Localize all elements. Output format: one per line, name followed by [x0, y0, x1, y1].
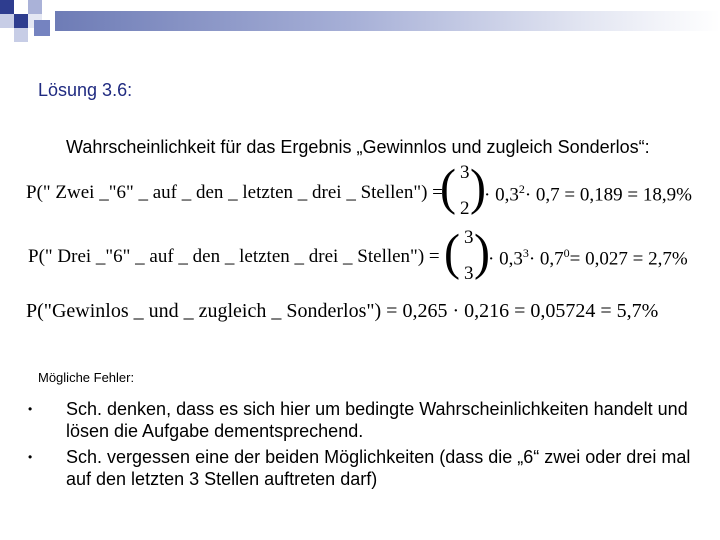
formula-2-binom-top: 3 — [464, 227, 474, 248]
page-title: Lösung 3.6: — [38, 80, 133, 100]
header-decoration — [0, 0, 720, 40]
bullet-icon: • — [28, 450, 33, 464]
formula-1-lhs: P(" Zwei _"6" _ auf _ den _ letzten _ drei _ Stellen") = — [26, 182, 443, 203]
list-item-text: Sch. denken, dass es sich hier um bedingte Wahrscheinlichkeiten handelt und lösen die Aufgabe dementsprechend. — [66, 399, 688, 441]
formula-2-binom-bottom: 3 — [464, 263, 474, 284]
formula-2-paren-right: ) — [474, 224, 490, 281]
formula-1-binom-top: 3 — [460, 162, 470, 183]
errors-title: Mögliche Fehler: — [38, 370, 135, 385]
formula-1-paren-left: ( — [440, 159, 456, 216]
formula-3: P("Gewinlos _ und _ zugleich _ Sonderlos") = 0,265 · 0,216 = 0,05724 = 5,7% — [26, 300, 659, 322]
formula-1-paren-right: ) — [470, 159, 486, 216]
list-item — [28, 398, 698, 442]
formula-1-rhs: · $0,3^2\cdot 0,7 = 0,189 = 18,9\%$ — [484, 182, 692, 206]
list-item-text: Sch. vergessen eine der beiden Möglichkeiten (dass die „6“ zwei oder drei mal auf den letzten 3 Stellen auftreten darf) — [66, 447, 691, 489]
formula-2-paren-left: ( — [444, 224, 460, 281]
list-item — [28, 446, 698, 490]
errors-list — [28, 398, 698, 494]
intro-text: Wahrscheinlichkeit für das Ergebnis „Gewinnlos und zugleich Sonderlos“: — [66, 137, 650, 157]
formula-2-lhs: P(" Drei _"6" _ auf _ den _ letzten _ drei _ Stellen") = — [28, 246, 440, 267]
bullet-icon: • — [28, 402, 33, 416]
formula-1-binom-bottom: 2 — [460, 198, 470, 219]
formula-2-rhs: · $0,3^3\cdot 0,7^0= 0,027 = 2,7\%$ — [488, 246, 688, 270]
